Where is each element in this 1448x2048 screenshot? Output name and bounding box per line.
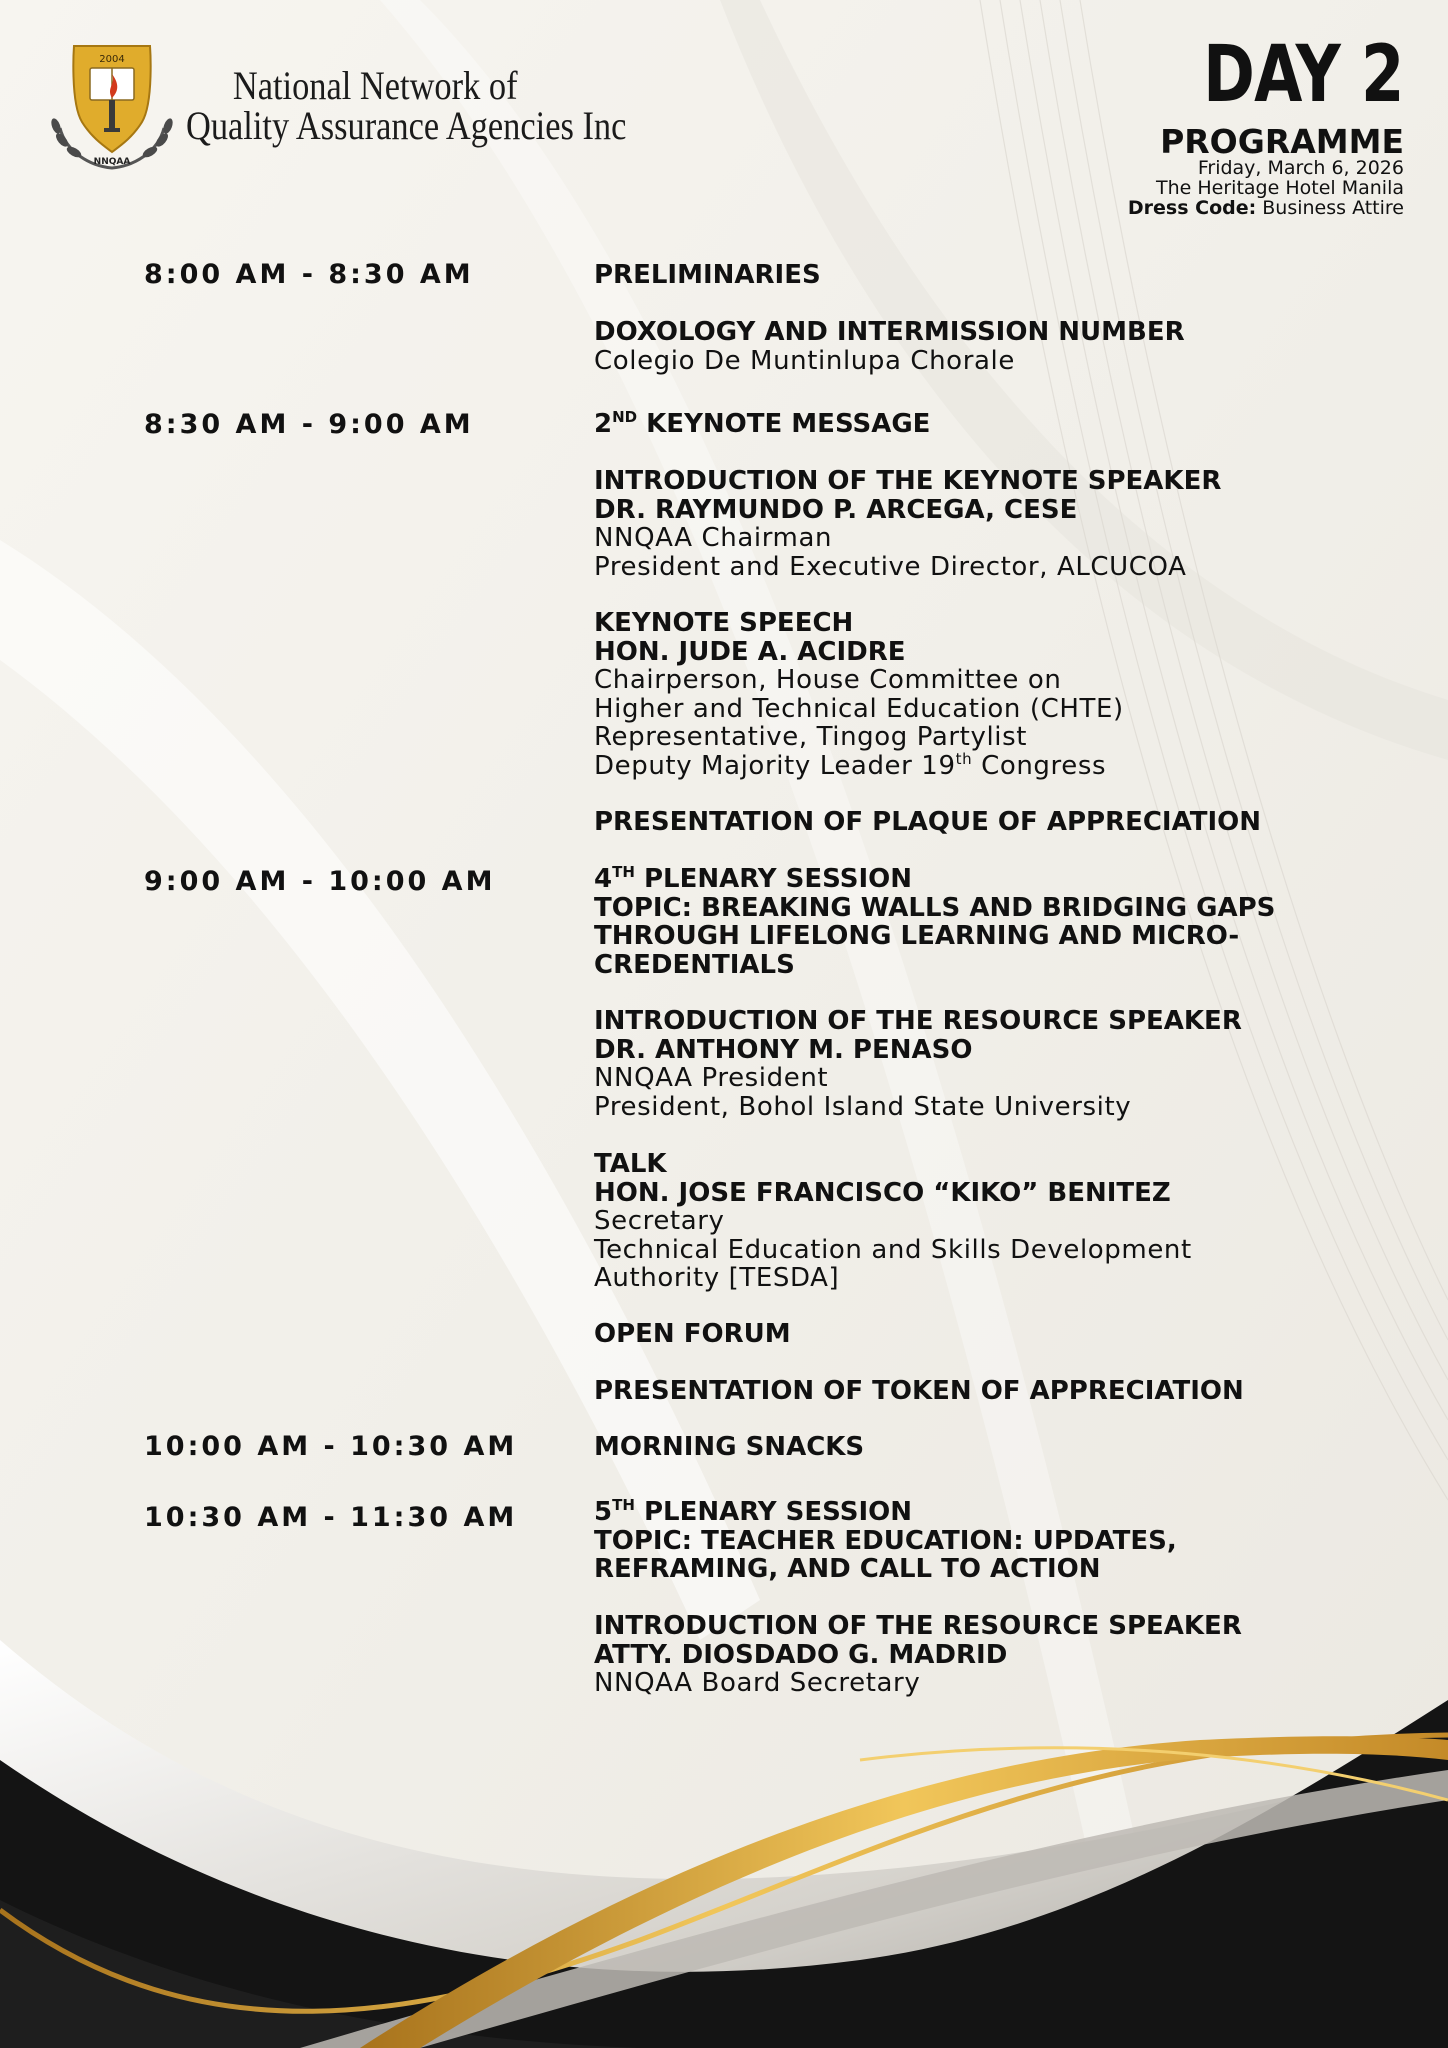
dress-code-label: Dress Code: bbox=[1127, 197, 1257, 219]
item-plaque bbox=[594, 808, 1394, 837]
open-forum-title: OPEN FORUM bbox=[594, 1319, 791, 1349]
plenary5-topic: REFRAMING, AND CALL TO ACTION bbox=[594, 1554, 1101, 1584]
dress-code-value: Business Attire bbox=[1262, 197, 1404, 219]
time-slot-1: 8:00 AM - 8:30 AM bbox=[144, 259, 474, 290]
talk-title: TALK bbox=[594, 1149, 667, 1179]
item-preliminaries bbox=[594, 261, 1394, 290]
item-token bbox=[594, 1377, 1394, 1406]
plenary4-topic: TOPIC: BREAKING WALLS AND BRIDGING GAPS bbox=[594, 892, 1276, 923]
speaker-role: NNQAA Board Secretary bbox=[594, 1668, 921, 1698]
token-title: PRESENTATION OF TOKEN OF APPRECIATION bbox=[594, 1376, 1244, 1406]
org-name-line1: National Network of bbox=[232, 63, 518, 108]
programme-heading: PROGRAMME bbox=[1160, 122, 1404, 161]
speaker-name-arcega: DR. RAYMUNDO P. ARCEGA, CESE bbox=[594, 494, 1078, 525]
time-slot-5: 10:30 AM - 11:30 AM bbox=[144, 1502, 518, 1533]
item-4th-plenary bbox=[594, 865, 1394, 979]
keynote-message-title: 2ND KEYNOTE MESSAGE bbox=[594, 408, 931, 439]
speaker-name-madrid: ATTY. DIOSDADO G. MADRID bbox=[594, 1639, 1008, 1670]
logo-seal-text: NNQAA bbox=[93, 157, 131, 167]
item-doxology bbox=[594, 318, 1394, 375]
snacks-title: MORNING SNACKS bbox=[594, 1432, 865, 1462]
item-morning-snacks bbox=[594, 1433, 1394, 1462]
organization-name bbox=[186, 63, 627, 148]
speaker-role: President, Bohol Island State University bbox=[594, 1091, 1132, 1122]
plaque-title: PRESENTATION OF PLAQUE OF APPRECIATION bbox=[594, 807, 1261, 837]
speaker-role: Authority [TESDA] bbox=[594, 1263, 840, 1293]
intro-resource-title: INTRODUCTION OF THE RESOURCE SPEAKER bbox=[594, 1006, 1242, 1036]
item-intro-resource-speaker-2 bbox=[594, 1612, 1394, 1698]
event-details bbox=[1128, 158, 1404, 218]
item-talk bbox=[594, 1150, 1394, 1293]
speaker-name-acidre: HON. JUDE A. ACIDRE bbox=[594, 636, 906, 667]
plenary4-topic: CREDENTIALS bbox=[594, 949, 795, 980]
plenary4-topic: THROUGH LIFELONG LEARNING AND MICRO- bbox=[594, 921, 1240, 951]
item-intro-resource-speaker-1 bbox=[594, 1007, 1394, 1121]
time-slot-3: 9:00 AM - 10:00 AM bbox=[144, 866, 496, 897]
item-keynote-speech bbox=[594, 609, 1394, 780]
speaker-role: Deputy Majority Leader 19th Congress bbox=[594, 749, 1107, 781]
plenary5-topic: TOPIC: TEACHER EDUCATION: UPDATES, bbox=[594, 1525, 1177, 1556]
org-name-line2: Quality Assurance Agencies Inc bbox=[186, 103, 627, 148]
nnqaa-shield-logo-icon bbox=[46, 42, 178, 172]
speaker-role: NNQAA Chairman bbox=[594, 523, 833, 553]
time-slot-4: 10:00 AM - 10:30 AM bbox=[144, 1431, 518, 1462]
event-venue: The Heritage Hotel Manila bbox=[1156, 177, 1404, 199]
keynote-speech-title: KEYNOTE SPEECH bbox=[594, 608, 854, 638]
speaker-role: Representative, Tingog Partylist bbox=[594, 722, 1028, 752]
speaker-name-benitez: HON. JOSE FRANCISCO “KIKO” BENITEZ bbox=[594, 1177, 1171, 1208]
item-intro-keynote-speaker bbox=[594, 467, 1394, 581]
speaker-role: President and Executive Director, ALCUCOA bbox=[594, 551, 1187, 582]
plenary4-title: 4TH PLENARY SESSION bbox=[594, 863, 912, 894]
day-title: DAY 2 bbox=[1203, 30, 1404, 120]
intro-keynote-title: INTRODUCTION OF THE KEYNOTE SPEAKER bbox=[594, 466, 1222, 496]
speaker-role: NNQAA President bbox=[594, 1063, 829, 1093]
time-slot-2: 8:30 AM - 9:00 AM bbox=[144, 409, 474, 440]
plenary5-title: 5TH PLENARY SESSION bbox=[594, 1496, 912, 1527]
dress-code bbox=[1128, 198, 1404, 218]
speaker-role: Technical Education and Skills Development bbox=[594, 1234, 1192, 1265]
speaker-name-penaso: DR. ANTHONY M. PENASO bbox=[594, 1034, 973, 1065]
doxology-performer: Colegio De Muntinlupa Chorale bbox=[594, 345, 1015, 376]
intro-resource-title: INTRODUCTION OF THE RESOURCE SPEAKER bbox=[594, 1611, 1242, 1641]
speaker-role: Higher and Technical Education (CHTE) bbox=[594, 693, 1124, 724]
speaker-role: Secretary bbox=[594, 1206, 725, 1236]
item-keynote-message bbox=[594, 410, 1394, 439]
item-5th-plenary bbox=[594, 1498, 1394, 1584]
logo-year: 2004 bbox=[99, 54, 125, 65]
item-open-forum bbox=[594, 1320, 1394, 1349]
doxology-title: DOXOLOGY AND INTERMISSION NUMBER bbox=[594, 317, 1185, 347]
preliminaries-title: PRELIMINARIES bbox=[594, 260, 821, 290]
event-date: Friday, March 6, 2026 bbox=[1197, 157, 1404, 179]
speaker-role: Chairperson, House Committee on bbox=[594, 665, 1062, 695]
